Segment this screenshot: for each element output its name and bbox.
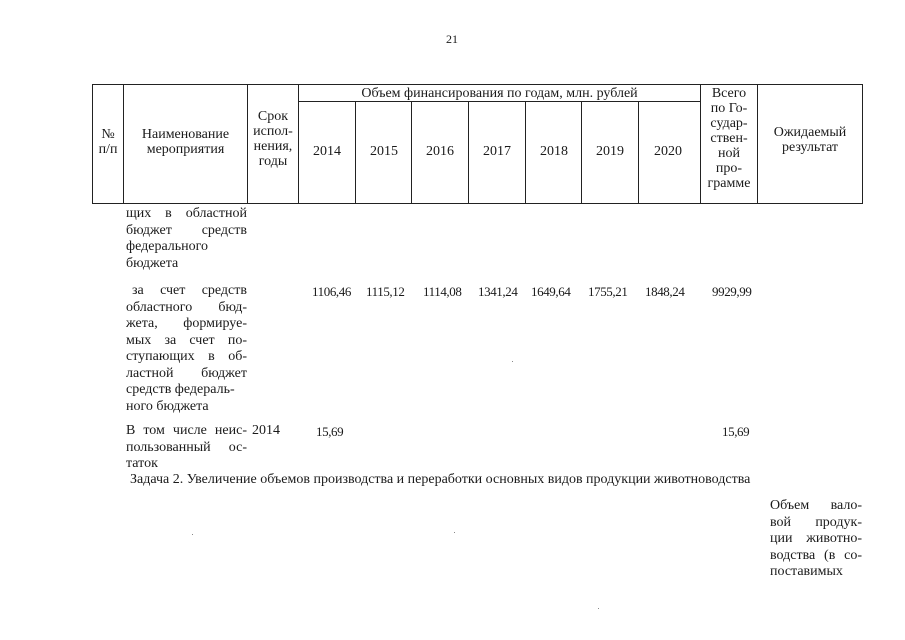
- row-name-line: ного бюджета: [126, 398, 209, 414]
- row-name-line: ластной бюджет: [126, 365, 247, 381]
- cell-value: 1755,21: [588, 284, 628, 299]
- header-year: 2017: [483, 144, 511, 159]
- page-number: 21: [446, 32, 458, 46]
- table-right-border: [862, 84, 863, 204]
- cell-value: 1848,24: [645, 284, 685, 299]
- cell-value: 1114,08: [423, 284, 462, 299]
- row-name-line: ступающих в об-: [126, 349, 247, 364]
- cell-total: 15,69: [722, 424, 750, 439]
- task-heading: Задача 2. Увеличение объемов производства и переработки основных видов продукции животноводства: [130, 472, 751, 487]
- table-row: [126, 423, 247, 473]
- row-name-line: таток: [126, 456, 158, 471]
- cell-value: 1106,46: [312, 284, 351, 299]
- row-name-line: бюджет средств: [126, 222, 247, 238]
- cell-value: 1341,24: [478, 284, 518, 299]
- row-name-line: федерального: [126, 239, 209, 254]
- row-name-line: областного бюд-: [126, 299, 247, 315]
- cell-value: 1649,64: [531, 284, 571, 299]
- col-divider: [638, 101, 639, 204]
- table-row: [126, 206, 247, 272]
- table-header-bottom-border: [92, 203, 862, 204]
- result-line: ции животно-: [770, 531, 862, 546]
- result-line: вой продук-: [770, 514, 862, 530]
- financing-divider: [298, 101, 700, 102]
- row-name-line: бюджета: [126, 255, 179, 271]
- header-year: 2015: [370, 144, 398, 159]
- header-total: Всего по Го- судар- ствен- ной про- грамме: [707, 86, 751, 191]
- result-text: [770, 498, 862, 581]
- header-name: Наименование мероприятия: [141, 127, 230, 157]
- header-year: 2018: [540, 144, 568, 159]
- table-row: [126, 283, 247, 415]
- table-top-border: [92, 84, 862, 85]
- cell-total: 9929,99: [712, 284, 752, 299]
- row-name-line: В том числе неис-: [126, 423, 247, 438]
- row-name-line: пользованный ос-: [126, 439, 247, 455]
- cell-value: 15,69: [316, 424, 344, 439]
- cell-period: 2014: [252, 423, 280, 438]
- header-result: Ожидаемый результат: [773, 125, 847, 155]
- header-num: № п/п: [98, 127, 118, 157]
- cell-value: 1115,12: [366, 284, 405, 299]
- header-year: 2014: [313, 144, 341, 159]
- result-line: поставимых: [770, 564, 843, 579]
- header-year: 2020: [654, 144, 682, 159]
- header-period: Срок испол- нения, годы: [253, 109, 293, 169]
- row-name-line: щих в областной: [126, 206, 247, 221]
- row-name-line: жета, формируе-: [126, 316, 247, 331]
- header-financing-title: Объем финансирования по годам, млн. рублей: [361, 86, 638, 101]
- row-name-line: средств федераль-: [126, 382, 235, 397]
- row-name-line: мых за счет по-: [126, 332, 247, 348]
- result-line: Объем вало-: [770, 498, 862, 513]
- header-year: 2019: [596, 144, 624, 159]
- result-line: водства (в со-: [770, 547, 862, 563]
- header-year: 2016: [426, 144, 454, 159]
- row-name-line: за счет средств: [132, 283, 247, 298]
